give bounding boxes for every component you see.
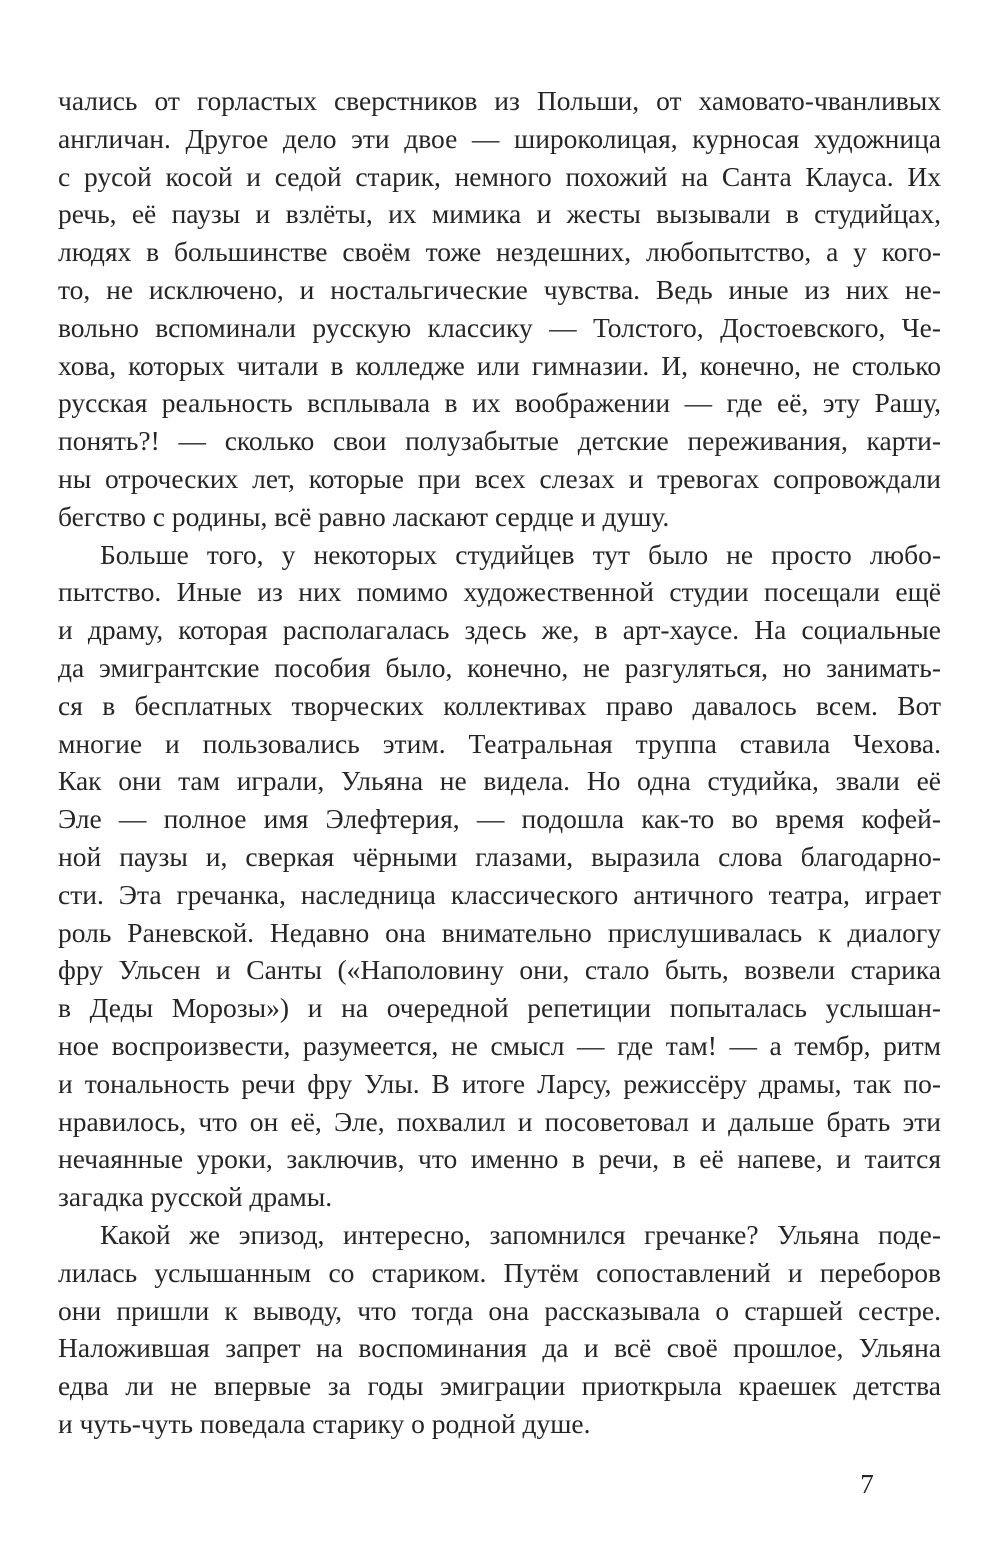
text-line: хова, которых читали в колледже или гимназии. И, конечно, не столько xyxy=(58,349,941,381)
text-line: людях в большинстве своём тоже нездешних, любопытство, а у кого- xyxy=(58,236,941,268)
text-line: вольно вспоминали русскую классику — Толстого, Достоевского, Че- xyxy=(58,311,941,343)
text-line: русская реальность всплывала в их воображении — где её, эту Рашу, xyxy=(58,387,941,419)
text-line: едва ли не впервые за годы эмиграции приоткрыла краешек детства xyxy=(58,1370,941,1402)
text-line: и чуть-чуть поведала старику о родной душе. xyxy=(58,1407,591,1439)
text-line: ны отроческих лет, которые при всех слезах и тревогах сопровождали xyxy=(58,462,941,494)
text-line: и тональность речи фру Улы. В итоге Ларсу, режиссёру драмы, так по- xyxy=(58,1067,941,1099)
text-line: лилась услышанным со стариком. Путём сопоставлений и переборов xyxy=(58,1256,941,1288)
text-line: роль Раневской. Недавно она внимательно прислушивалась к диалогу xyxy=(58,916,941,948)
text-line: сти. Эта гречанка, наследница классического античного театра, играет xyxy=(58,878,941,910)
text-line: то, не исключено, и ностальгические чувства. Ведь иные из них не- xyxy=(58,273,941,305)
text-line: загадка русской драмы. xyxy=(58,1181,333,1213)
paragraph xyxy=(58,536,941,1216)
text-line: Больше того, у некоторых студийцев тут было не просто любо- xyxy=(100,538,941,570)
text-line: Какой же эпизод, интересно, запомнился гречанке? Ульяна поде- xyxy=(100,1218,941,1250)
text-line: и драму, которая располагалась здесь же, в арт-хаусе. На социальные xyxy=(58,614,941,646)
page-number: 7 xyxy=(860,1469,874,1499)
text-line: речь, её паузы и взлёты, их мимика и жесты вызывали в студийцах, xyxy=(58,198,941,230)
text-line: понять?! — сколько свои полузабытые детские переживания, карти- xyxy=(58,425,941,457)
text-line: ся в бесплатных творческих коллективах право давалось всем. Вот xyxy=(58,689,941,721)
text-line: Наложившая запрет на воспоминания да и всё своё прошлое, Ульяна xyxy=(58,1332,941,1364)
text-line: нравилось, что он её, Эле, похвалил и посоветовал и дальше брать эти xyxy=(58,1105,941,1137)
text-line: нечаянные уроки, заключив, что именно в речи, в её напеве, и таится xyxy=(58,1143,941,1175)
text-line: многие и пользовались этим. Театральная труппа ставила Чехова. xyxy=(58,727,941,759)
paragraph xyxy=(58,1216,941,1443)
paragraph xyxy=(58,82,941,536)
text-line: фру Ульсен и Санты («Наполовину они, стало быть, возвели старика xyxy=(58,954,941,986)
text-line: чались от горластых сверстников из Польши, от хамовато-чванливых xyxy=(58,85,941,116)
page-body xyxy=(58,82,941,1443)
text-line: ной паузы и, сверкая чёрными глазами, выразила слова благодарно- xyxy=(58,840,941,872)
text-line: с русой косой и седой старик, немного похожий на Санта Клауса. Их xyxy=(58,160,941,192)
text-line: пытство. Иные из них помимо художественной студии посещали ещё xyxy=(58,576,941,608)
text-line: ное воспроизвести, разумеется, не смысл — где там! — а тембр, ритм xyxy=(58,1029,941,1061)
text-line: они пришли к выводу, что тогда она рассказывала о старшей сестре. xyxy=(58,1294,941,1326)
text-line: англичан. Другое дело эти двое — широколицая, курносая художница xyxy=(58,122,941,154)
text-line: да эмигрантские пособия было, конечно, не разгуляться, но занимать- xyxy=(58,651,941,683)
text-line: Как они там играли, Ульяна не видела. Но одна студийка, звали её xyxy=(58,765,941,797)
text-line: Эле — полное имя Элефтерия, — подошла как-то во время кофей- xyxy=(58,803,941,835)
text-line: бегство с родины, всё равно ласкают сердце и душу. xyxy=(58,500,670,532)
text-line: в Деды Морозы») и на очередной репетиции попыталась услышан- xyxy=(58,992,941,1024)
